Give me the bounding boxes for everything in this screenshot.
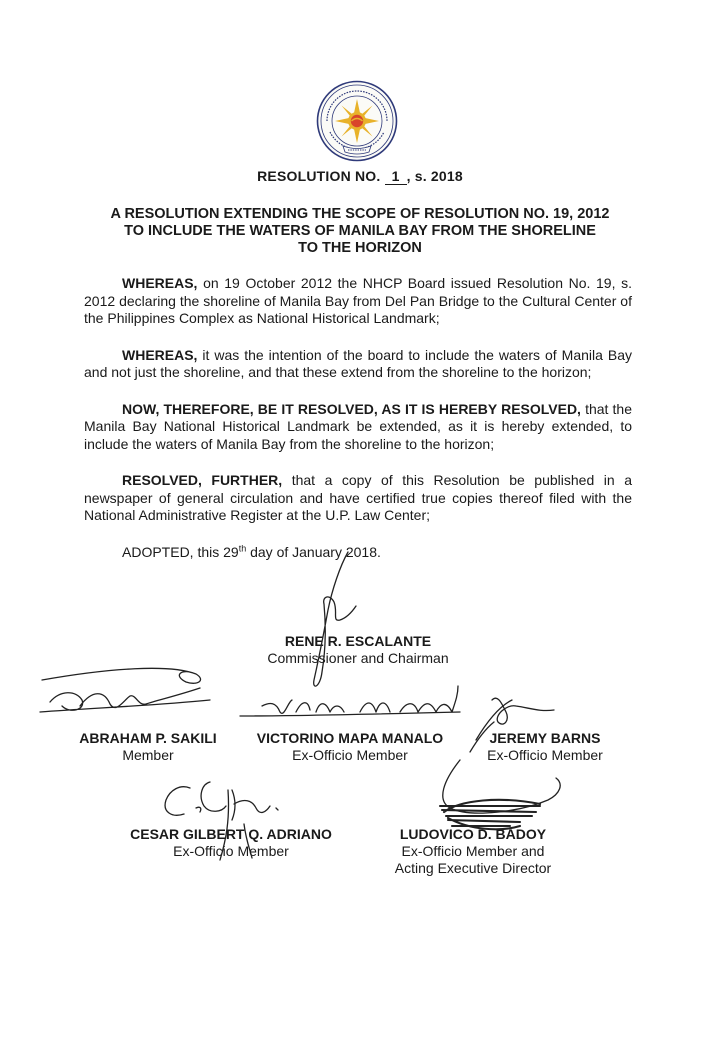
resolved-further-paragraph: [84, 472, 632, 525]
resolution-title: [0, 206, 720, 257]
signatory-name: LUDOVICO D. BADOY: [399, 826, 547, 842]
resolution-body: [84, 275, 632, 580]
paragraph-text: that a copy of this Resolution be published in a newspaper of general circulation and have certified true copies thereof filed with the National Administrative Register at the U.P. Law Center;: [84, 472, 632, 523]
resolution-number-line: [0, 168, 720, 185]
signatory-role: Ex-Officio Member: [487, 747, 603, 763]
adopted-prefix: ADOPTED, this 29: [122, 543, 239, 560]
signatory-chairman: [238, 633, 478, 667]
whereas-paragraph-1: [84, 275, 632, 328]
adopted-suffix: day of January 2018.: [246, 543, 381, 560]
paragraph-text: that the Manila Bay National Historical Landmark be extended, as it is hereby extended, to include the waters of Manila Bay from the shoreline to the horizon;: [84, 400, 633, 452]
signatory-role: Ex-Officio Member: [292, 747, 408, 763]
signatory-name: JEREMY BARNS: [489, 730, 601, 746]
signature-sakili: [40, 668, 210, 712]
signatory-role: Ex-Officio Member: [173, 843, 289, 859]
signatory-sakili: [58, 730, 238, 764]
whereas-paragraph-2: [84, 347, 632, 382]
adopted-ordinal: th: [238, 542, 247, 553]
resolution-number: 1: [385, 169, 407, 185]
signatory-badoy: [388, 826, 558, 877]
paragraph-lead: WHEREAS,: [122, 346, 198, 363]
title-line: TO INCLUDE THE WATERS OF MANILA BAY FROM THE SHORELINE: [124, 223, 596, 239]
signatory-adriano: [116, 826, 346, 860]
signatory-barns: [470, 730, 620, 764]
title-line: TO THE HORIZON: [298, 240, 422, 256]
adopted-line: [84, 544, 632, 562]
resolved-paragraph: [84, 401, 632, 454]
paragraph-lead: NOW, THEREFORE, BE IT RESOLVED, AS IT IS HEREBY RESOLVED,: [122, 400, 581, 417]
nhcp-seal-icon: [316, 80, 398, 162]
signatory-role: Member: [122, 747, 174, 763]
paragraph-lead: RESOLVED, FURTHER,: [122, 472, 283, 488]
resolution-prefix: RESOLUTION NO.: [257, 168, 381, 184]
signature-badoy: [440, 800, 540, 829]
signatory-role: Ex-Officio Member and: [401, 843, 545, 859]
paragraph-text: on 19 October 2012 the NHCP Board issued Resolution No. 19, s. 2012 declaring the shoreline of Manila Bay from Del Pan Bridge to the Cultural Center of the Philippines Complex as National Historical Landmark;: [84, 275, 632, 326]
signature-manalo: [240, 686, 460, 716]
signatory-role: Acting Executive Director: [394, 860, 552, 876]
signatory-name: RENE R. ESCALANTE: [284, 633, 432, 649]
signatory-role: Commissioner and Chairman: [267, 650, 449, 666]
signatory-name: ABRAHAM P. SAKILI: [79, 730, 217, 746]
signatory-name: VICTORINO MAPA MANALO: [256, 730, 444, 746]
resolution-series: , s. 2018: [406, 168, 463, 184]
paragraph-text: it was the intention of the board to include the waters of Manila Bay and not just the shoreline, and that these extend from the shoreline to the horizon;: [84, 346, 632, 380]
signatory-manalo: [245, 730, 455, 764]
title-line: A RESOLUTION EXTENDING THE SCOPE OF RESOLUTION NO. 19, 2012: [110, 206, 610, 222]
signatory-name: CESAR GILBERT Q. ADRIANO: [130, 826, 332, 842]
paragraph-lead: WHEREAS,: [122, 275, 198, 291]
